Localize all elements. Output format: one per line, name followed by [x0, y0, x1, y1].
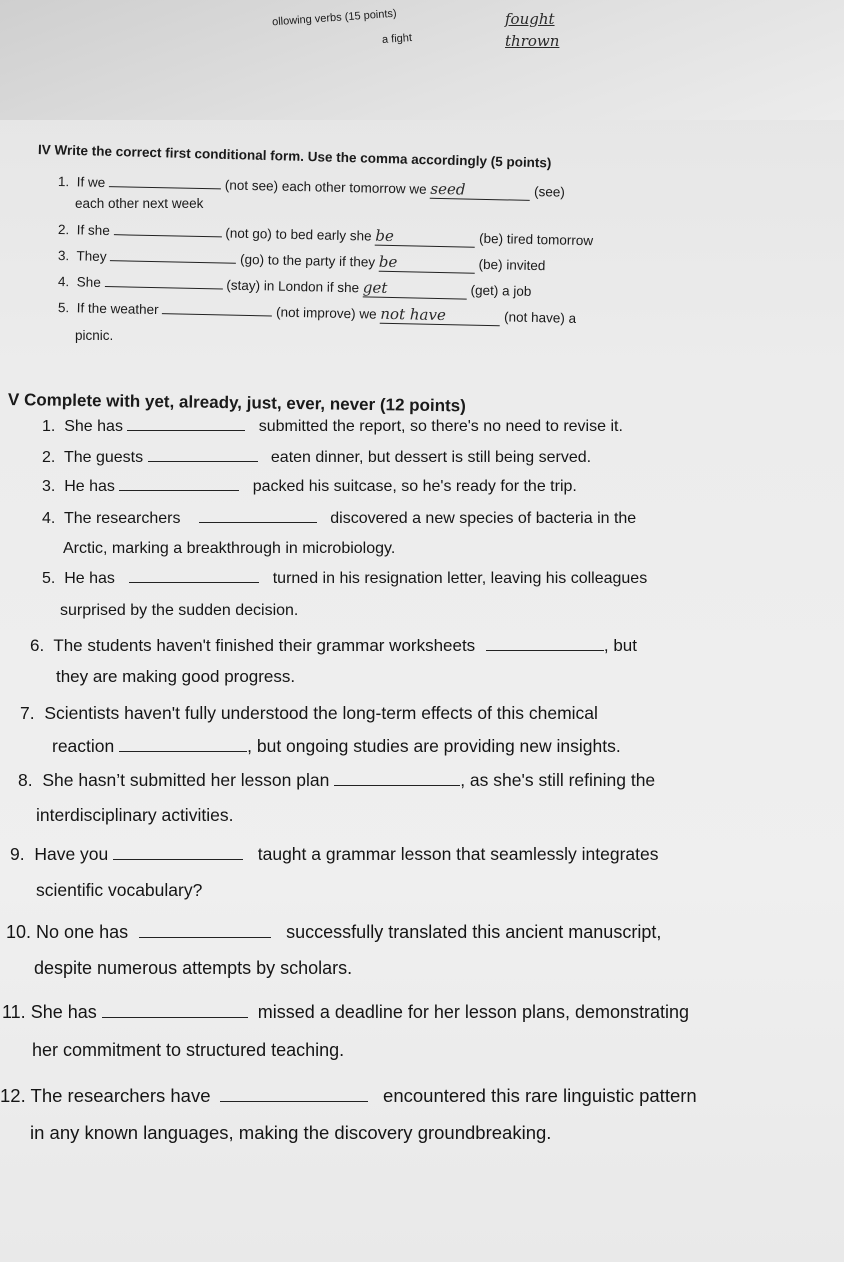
v-item-8-cont: interdisciplinary activities. [36, 805, 234, 825]
iv-blank-2b[interactable]: be [375, 227, 475, 248]
iv-blank-4a[interactable] [104, 286, 222, 289]
thrown-answer: thrown [505, 32, 560, 50]
fight-word: a fight [381, 31, 413, 47]
v-item-5-cont: surprised by the sudden decision. [60, 602, 299, 619]
v-blank-1[interactable] [127, 430, 245, 431]
v-item-9-cont: scientific vocabulary? [36, 880, 203, 900]
section-v-heading: V Complete with yet, already, just, ever, never (12 points) [7, 390, 466, 416]
v-blank-3[interactable] [119, 490, 239, 491]
v-blank-11[interactable] [102, 1017, 248, 1018]
v-item-1: 1. She has submitted the report, so there's no need to revise it. [42, 418, 623, 435]
v-item-4-cont: Arctic, marking a breakthrough in microbiology. [63, 540, 396, 557]
v-item-7-cont: reaction , but ongoing studies are providing new insights. [52, 736, 621, 756]
verbs-heading-fragment: ollowing verbs (15 points) [271, 7, 398, 29]
iv-blank-2a[interactable] [113, 234, 221, 237]
iv-blank-3b[interactable]: be [379, 253, 475, 274]
v-blank-6[interactable] [486, 650, 604, 651]
v-blank-12[interactable] [220, 1101, 368, 1102]
iv-blank-1a[interactable] [109, 186, 221, 189]
iv-blank-3a[interactable] [110, 260, 236, 264]
v-blank-4[interactable] [199, 522, 317, 523]
v-item-4: 4. The researchers discovered a new species of bacteria in the [42, 510, 637, 527]
iv-item-1-cont: each other next week [75, 196, 204, 211]
v-item-11-cont: her commitment to structured teaching. [32, 1040, 345, 1060]
v-item-12-cont: in any known languages, making the discovery groundbreaking. [30, 1122, 552, 1143]
iv-blank-5b[interactable]: not have [380, 305, 500, 327]
v-blank-10[interactable] [139, 937, 271, 938]
v-item-11: 11. She has missed a deadline for her lesson plans, demonstrating [2, 1002, 690, 1022]
iv-item-2: 2. If she (not go) to bed early she be (be) tired tomorrow [57, 222, 594, 249]
iv-item-4: 4. She (stay) in London if she get (get) a job [57, 274, 532, 299]
section-iv-heading: IV Write the correct first conditional form. Use the comma accordingly (5 points) [37, 142, 552, 171]
v-blank-8[interactable] [334, 785, 460, 786]
v-item-5: 5. He has turned in his resignation letter, leaving his colleagues [42, 570, 648, 587]
v-item-7: 7. Scientists haven't fully understood the long-term effects of this chemical [20, 703, 598, 723]
v-item-6-cont: they are making good progress. [56, 667, 296, 686]
iv-blank-4b[interactable]: get [363, 278, 467, 299]
v-item-9: 9. Have you taught a grammar lesson that seamlessly integrates [10, 844, 659, 864]
v-blank-5[interactable] [129, 582, 259, 583]
v-blank-2[interactable] [148, 461, 258, 462]
v-item-6: 6. The students haven't finished their grammar worksheets , but [30, 636, 637, 655]
v-blank-7[interactable] [119, 751, 247, 752]
iv-blank-5a[interactable] [162, 313, 272, 316]
v-item-10-cont: despite numerous attempts by scholars. [34, 958, 353, 978]
iv-item-1: 1. If we (not see) each other tomorrow we seed (see) [57, 174, 566, 200]
v-item-12: 12. The researchers have encountered this rare linguistic pattern [0, 1085, 697, 1106]
v-item-2: 2. The guests eaten dinner, but dessert is still being served. [42, 449, 592, 466]
iv-blank-1b[interactable]: seed [430, 180, 530, 201]
previous-page-strip [0, 0, 844, 120]
iv-item-3: 3. They (go) to the party if they be (be) invited [57, 248, 546, 274]
v-item-8: 8. She hasn’t submitted her lesson plan , as she's still refining the [18, 770, 656, 790]
iv-item-5: 5. If the weather (not improve) we not have (not have) a [57, 300, 577, 326]
iv-item-5-cont: picnic. [75, 328, 114, 343]
v-item-3: 3. He has packed his suitcase, so he's ready for the trip. [42, 478, 577, 495]
fought-answer: fought [505, 10, 555, 28]
v-blank-9[interactable] [113, 859, 243, 860]
v-item-10: 10. No one has successfully translated this ancient manuscript, [6, 922, 662, 942]
